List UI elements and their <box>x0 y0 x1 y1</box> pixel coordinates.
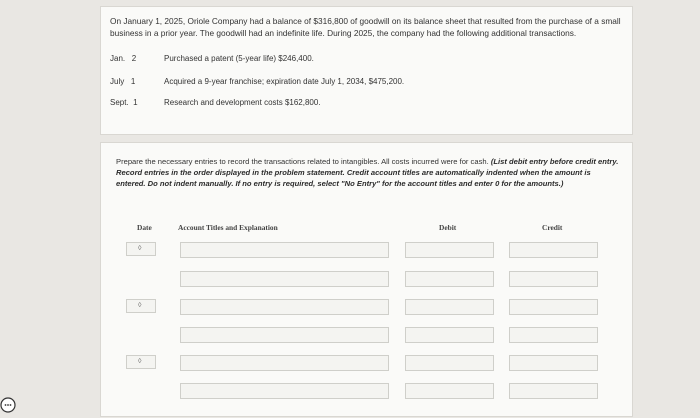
chevron-updown-icon: ◊ <box>138 302 142 309</box>
problem-statement-panel <box>100 6 633 135</box>
date-select[interactable] <box>126 299 156 313</box>
date-select[interactable] <box>126 242 156 256</box>
problem-intro: On January 1, 2025, Oriole Company had a balance of $316,800 of goodwill on its balance sheet that resulted from the purchase of a small business in a prior year. The goodwill had an indefinite life. During 2025, the company had the following additional transactions. <box>110 16 621 38</box>
debit-input[interactable] <box>405 327 494 343</box>
transaction-description: Research and development costs $162,800. <box>164 98 321 107</box>
debit-input[interactable] <box>405 271 494 287</box>
transaction-date: Sept. 1 <box>110 98 138 107</box>
debit-column-header: Debit <box>439 223 457 232</box>
transaction-date: Jan. 2 <box>110 54 137 63</box>
debit-input[interactable] <box>405 383 494 399</box>
instructions-emphasis: (List debit entry before credit entry. Record entries in the order displayed in the problem statement. Credit account titles are automatically indented when the amount is entered. Do not indent manually. If no entry is required, select "No Entry" for the account titles and enter 0 for the amounts.) <box>116 157 619 188</box>
journal-entry-panel <box>100 142 633 417</box>
credit-input[interactable] <box>509 383 598 399</box>
account-title-input[interactable] <box>180 327 389 343</box>
transaction-description: Purchased a patent (5-year life) $246,400. <box>164 54 314 63</box>
transaction-description: Acquired a 9-year franchise; expiration date July 1, 2034, $475,200. <box>164 77 405 86</box>
debit-input[interactable] <box>405 242 494 258</box>
credit-input[interactable] <box>509 242 598 258</box>
chevron-updown-icon: ◊ <box>138 358 142 365</box>
account-title-input[interactable] <box>180 242 389 258</box>
instructions-plain: Prepare the necessary entries to record the transactions related to intangibles. All costs incurred were for cash. <box>116 157 491 166</box>
chevron-updown-icon: ◊ <box>138 245 142 252</box>
date-column-header: Date <box>137 223 152 232</box>
account-title-input[interactable] <box>180 355 389 371</box>
credit-input[interactable] <box>509 355 598 371</box>
account-title-input[interactable] <box>180 383 389 399</box>
account-title-input[interactable] <box>180 271 389 287</box>
instructions-text <box>116 157 621 189</box>
credit-input[interactable] <box>509 271 598 287</box>
debit-input[interactable] <box>405 299 494 315</box>
chat-assistant-icon[interactable] <box>0 393 20 413</box>
credit-column-header: Credit <box>542 223 563 232</box>
account-column-header: Account Titles and Explanation <box>178 223 278 232</box>
credit-input[interactable] <box>509 299 598 315</box>
date-select[interactable] <box>126 355 156 369</box>
credit-input[interactable] <box>509 327 598 343</box>
debit-input[interactable] <box>405 355 494 371</box>
account-title-input[interactable] <box>180 299 389 315</box>
transaction-date: July 1 <box>110 77 136 86</box>
